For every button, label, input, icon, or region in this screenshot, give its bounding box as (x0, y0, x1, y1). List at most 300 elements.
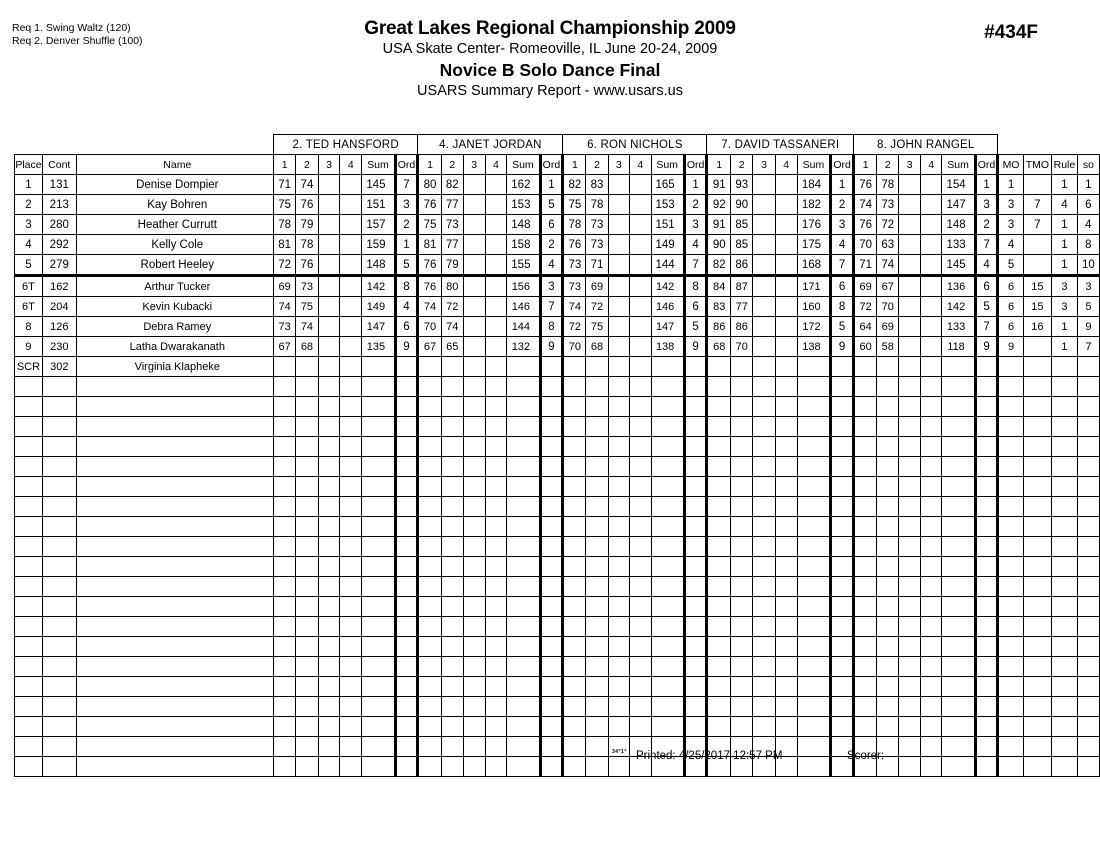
cell-judge2-ord: 9 (540, 337, 563, 357)
cell-score-empty (463, 757, 485, 777)
cell-score-empty (753, 497, 775, 517)
cell-place-empty (15, 497, 43, 517)
cell-score-empty (854, 477, 877, 497)
cell-score-empty (563, 697, 586, 717)
cell-cont: 280 (42, 215, 76, 235)
cell-score-empty (563, 417, 586, 437)
header-judge4-score2: 2 (730, 155, 753, 175)
cell-name-empty (76, 557, 273, 577)
cell-score-empty (418, 597, 441, 617)
cell-ord-empty (975, 597, 998, 617)
cell-sum-empty (797, 637, 831, 657)
requirement-2: Req 2. Denver Shuffle (100) (12, 35, 143, 47)
table-row[interactable] (15, 276, 1100, 297)
cell-judge4-sum: 182 (797, 195, 831, 215)
cell-judge4-score3 (753, 235, 775, 255)
table-row-empty[interactable] (15, 697, 1100, 717)
cell-score-empty (441, 697, 463, 717)
cell-ord-empty (540, 717, 563, 737)
cell-score-empty (899, 757, 921, 777)
cell-judge3-score2: 72 (586, 297, 608, 317)
cell-score-empty (441, 457, 463, 477)
table-row-empty[interactable] (15, 437, 1100, 457)
cell-score-empty (463, 517, 485, 537)
cell-ord-empty (975, 737, 998, 757)
cell-ord-empty (831, 457, 854, 477)
cell-tmo-empty (1023, 697, 1051, 717)
cell-name-empty (76, 417, 273, 437)
cell-judge2-score4 (485, 195, 507, 215)
cell-score-empty (441, 517, 463, 537)
cell-place-empty (15, 457, 43, 477)
cell-score-empty (707, 397, 731, 417)
cell-tmo-empty (1023, 557, 1051, 577)
cell-judge5-score2: 58 (877, 337, 899, 357)
cell-score-empty (318, 577, 340, 597)
cell-sum-empty (651, 557, 684, 577)
cell-sum-empty (942, 677, 975, 697)
cell-score-empty (730, 597, 753, 617)
cell-cont-empty (42, 437, 76, 457)
cell-sum-empty (507, 737, 540, 757)
cell-so-empty (1077, 617, 1099, 637)
cell-judge4-score4 (775, 317, 797, 337)
table-row-empty[interactable] (15, 497, 1100, 517)
cell-judge2-score1: 67 (418, 337, 441, 357)
cell-score-empty (920, 617, 942, 637)
cell-judge1-score3 (318, 235, 340, 255)
cell-judge2-score3 (463, 215, 485, 235)
cell-score-empty (753, 397, 775, 417)
cell-mo: 5 (998, 255, 1023, 276)
cell-cont: 162 (42, 276, 76, 297)
cell-sum-empty (942, 397, 975, 417)
cell-score-empty (441, 717, 463, 737)
cell-judge2-sum: 132 (507, 337, 540, 357)
cell-judge3-score3 (608, 357, 629, 377)
table-row-empty[interactable] (15, 757, 1100, 777)
cell-score-empty (630, 457, 651, 477)
cell-rule-empty (1052, 597, 1078, 617)
cell-score-empty (318, 437, 340, 457)
cell-sum-empty (797, 657, 831, 677)
cell-ord-empty (395, 577, 418, 597)
cell-judge5-ord: 7 (975, 235, 998, 255)
cell-score-empty (418, 557, 441, 577)
cell-score-empty (877, 637, 899, 657)
cell-score-empty (608, 517, 629, 537)
cell-sum-empty (362, 497, 395, 517)
cell-sum-empty (507, 417, 540, 437)
cell-score-empty (273, 397, 295, 417)
cell-sum-empty (362, 657, 395, 677)
table-row[interactable] (15, 195, 1100, 215)
table-row-empty[interactable] (15, 537, 1100, 557)
table-row-empty[interactable] (15, 657, 1100, 677)
cell-sum-empty (651, 397, 684, 417)
cell-judge3-score3 (608, 317, 629, 337)
cell-score-empty (630, 617, 651, 637)
cell-judge2-score4 (485, 175, 507, 195)
cell-score-empty (753, 677, 775, 697)
cell-score-empty (563, 477, 586, 497)
cell-score-empty (608, 477, 629, 497)
cell-place-empty (15, 397, 43, 417)
cell-name: Kay Bohren (76, 195, 273, 215)
cell-judge4-score2: 85 (730, 215, 753, 235)
table-row[interactable] (15, 297, 1100, 317)
cell-sum-empty (362, 697, 395, 717)
cell-sum-empty (651, 377, 684, 397)
cell-place-empty (15, 677, 43, 697)
cell-score-empty (730, 657, 753, 677)
cell-tmo-empty (1023, 657, 1051, 677)
cell-judge1-score2: 75 (296, 297, 318, 317)
cell-sum-empty (942, 757, 975, 777)
cell-judge4-ord: 7 (831, 255, 854, 276)
cell-score-empty (753, 457, 775, 477)
cell-score-empty (563, 497, 586, 517)
cell-name-empty (76, 517, 273, 537)
cell-judge1-score4 (340, 357, 362, 377)
cell-cont-empty (42, 677, 76, 697)
cell-rule-empty (1052, 657, 1078, 677)
cell-so: 5 (1077, 297, 1099, 317)
cell-score-empty (273, 477, 295, 497)
cell-ord-empty (540, 597, 563, 617)
cell-judge2-ord: 4 (540, 255, 563, 276)
cell-judge1-sum: 148 (362, 255, 395, 276)
cell-judge5-score1: 70 (854, 235, 877, 255)
cell-score-empty (753, 417, 775, 437)
table-row-empty[interactable] (15, 717, 1100, 737)
cell-ord-empty (975, 577, 998, 597)
cell-rule-empty (1052, 757, 1078, 777)
cell-sum-empty (362, 737, 395, 757)
table-row-empty[interactable] (15, 677, 1100, 697)
cell-score-empty (318, 377, 340, 397)
cell-score-empty (296, 557, 318, 577)
sheet-number: #434F (984, 22, 1038, 43)
cell-ord-empty (395, 497, 418, 517)
cell-so: 6 (1077, 195, 1099, 215)
cell-judge1-score4 (340, 297, 362, 317)
cell-sum-empty (942, 497, 975, 517)
cell-score-empty (463, 377, 485, 397)
cell-score-empty (463, 497, 485, 517)
cell-sum-empty (797, 537, 831, 557)
cell-ord-empty (831, 677, 854, 697)
cell-score-empty (273, 537, 295, 557)
cell-mo-empty (998, 397, 1023, 417)
cell-score-empty (707, 557, 731, 577)
cell-judge2-score1: 76 (418, 276, 441, 297)
cell-score-empty (608, 597, 629, 617)
cell-judge2-score4 (485, 337, 507, 357)
table-row-empty[interactable] (15, 637, 1100, 657)
cell-ord-empty (684, 377, 707, 397)
table-row-empty[interactable] (15, 477, 1100, 497)
cell-judge2-score2: 82 (441, 175, 463, 195)
cell-ord-empty (975, 417, 998, 437)
cell-score-empty (273, 517, 295, 537)
header-judge4-ord: Ord (831, 155, 854, 175)
cell-sum-empty (797, 697, 831, 717)
cell-score-empty (563, 597, 586, 617)
cell-score-empty (608, 617, 629, 637)
cell-judge2-score3 (463, 175, 485, 195)
cell-judge2-sum: 155 (507, 255, 540, 276)
table-row[interactable] (15, 255, 1100, 276)
cell-judge1-score4 (340, 337, 362, 357)
cell-mo-empty (998, 517, 1023, 537)
cell-judge5-score1: 60 (854, 337, 877, 357)
cell-score-empty (563, 577, 586, 597)
cell-name: Kelly Cole (76, 235, 273, 255)
cell-sum-empty (362, 417, 395, 437)
cell-judge4-ord: 3 (831, 215, 854, 235)
cell-score-empty (608, 657, 629, 677)
cell-score-empty (563, 457, 586, 477)
table-row[interactable] (15, 215, 1100, 235)
cell-judge2-ord: 6 (540, 215, 563, 235)
cell-score-empty (899, 437, 921, 457)
cell-judge4-ord: 2 (831, 195, 854, 215)
cell-ord-empty (540, 377, 563, 397)
cell-mo-empty (998, 637, 1023, 657)
cell-rule: 3 (1052, 276, 1078, 297)
cell-judge5-score1: 76 (854, 175, 877, 195)
cell-score-empty (753, 477, 775, 497)
cell-score-empty (707, 417, 731, 437)
cell-tmo-empty (1023, 677, 1051, 697)
cell-so: 10 (1077, 255, 1099, 276)
cell-score-empty (273, 637, 295, 657)
cell-sum-empty (651, 417, 684, 437)
cell-tmo-empty (1023, 417, 1051, 437)
cell-judge4-score3 (753, 255, 775, 276)
table-row-empty[interactable] (15, 517, 1100, 537)
cell-judge3-score4 (630, 195, 651, 215)
cell-ord-empty (540, 677, 563, 697)
cell-name: Arthur Tucker (76, 276, 273, 297)
cell-tmo-empty (1023, 637, 1051, 657)
cell-score-empty (899, 637, 921, 657)
cell-so-empty (1077, 677, 1099, 697)
cell-judge4-score2: 70 (730, 337, 753, 357)
cell-tmo-empty (1023, 597, 1051, 617)
header-judge5-score2: 2 (877, 155, 899, 175)
cell-judge1-score2: 74 (296, 175, 318, 195)
table-row[interactable] (15, 235, 1100, 255)
cell-ord-empty (684, 437, 707, 457)
judge-band-row (15, 135, 1100, 155)
cell-score-empty (854, 617, 877, 637)
cell-judge1-score1: 78 (273, 215, 295, 235)
cell-name-empty (76, 497, 273, 517)
cell-score-empty (630, 397, 651, 417)
cell-score-empty (707, 537, 731, 557)
cell-score-empty (753, 717, 775, 737)
cell-judge2-score4 (485, 235, 507, 255)
cell-ord-empty (831, 577, 854, 597)
cell-ord-empty (540, 737, 563, 757)
cell-score-empty (485, 537, 507, 557)
cell-score-empty (854, 657, 877, 677)
cell-sum-empty (797, 377, 831, 397)
cell-judge3-ord: 5 (684, 317, 707, 337)
cell-judge5-score2: 63 (877, 235, 899, 255)
cell-judge1-score4 (340, 215, 362, 235)
cell-judge2-sum: 144 (507, 317, 540, 337)
cell-judge3-ord: 6 (684, 297, 707, 317)
cell-sum-empty (507, 717, 540, 737)
cell-score-empty (485, 697, 507, 717)
cell-sum-empty (507, 637, 540, 657)
cell-mo (998, 357, 1023, 377)
cell-cont-empty (42, 657, 76, 677)
cell-judge5-score3 (899, 276, 921, 297)
cell-judge3-ord: 2 (684, 195, 707, 215)
cell-judge3-score3 (608, 297, 629, 317)
cell-ord-empty (975, 677, 998, 697)
cell-cont: 302 (42, 357, 76, 377)
cell-mo-empty (998, 497, 1023, 517)
cell-score-empty (707, 457, 731, 477)
header-judge1-score4: 4 (340, 155, 362, 175)
table-row[interactable] (15, 357, 1100, 377)
cell-judge3-score2 (586, 357, 608, 377)
cell-sum-empty (362, 637, 395, 657)
cell-rule-empty (1052, 577, 1078, 597)
cell-score-empty (707, 517, 731, 537)
cell-sum-empty (942, 557, 975, 577)
cell-tmo-empty (1023, 717, 1051, 737)
cell-judge3-sum: 153 (651, 195, 684, 215)
cell-judge5-score1: 71 (854, 255, 877, 276)
cell-ord-empty (684, 497, 707, 517)
cell-score-empty (340, 397, 362, 417)
cell-score-empty (899, 557, 921, 577)
cell-judge1-score3 (318, 175, 340, 195)
table-row-empty[interactable] (15, 377, 1100, 397)
cell-judge1-score3 (318, 255, 340, 276)
cell-score-empty (920, 497, 942, 517)
cell-judge4-score2: 87 (730, 276, 753, 297)
cell-judge5-ord: 2 (975, 215, 998, 235)
cell-judge3-score1: 70 (563, 337, 586, 357)
cell-judge4-sum: 184 (797, 175, 831, 195)
table-row-empty[interactable] (15, 417, 1100, 437)
cell-ord-empty (975, 477, 998, 497)
cell-tmo-empty (1023, 517, 1051, 537)
cell-judge2-sum: 146 (507, 297, 540, 317)
cell-place-empty (15, 417, 43, 437)
table-row-empty[interactable] (15, 617, 1100, 637)
cell-judge2-score4 (485, 297, 507, 317)
cell-score-empty (899, 737, 921, 757)
cell-ord-empty (975, 457, 998, 477)
header-judge1-sum: Sum (362, 155, 395, 175)
cell-score-empty (318, 677, 340, 697)
cell-so: 1 (1077, 175, 1099, 195)
cell-judge2-score4 (485, 255, 507, 276)
cell-score-empty (441, 637, 463, 657)
cell-ord-empty (395, 757, 418, 777)
cell-score-empty (775, 677, 797, 697)
cell-score-empty (485, 737, 507, 757)
cell-score-empty (608, 677, 629, 697)
cell-score-empty (296, 757, 318, 777)
cell-judge2-score1: 74 (418, 297, 441, 317)
cell-score-empty (485, 637, 507, 657)
cell-judge5-ord: 9 (975, 337, 998, 357)
cell-so (1077, 357, 1099, 377)
table-row[interactable] (15, 337, 1100, 357)
cell-cont-empty (42, 757, 76, 777)
cell-judge3-sum: 147 (651, 317, 684, 337)
cell-score-empty (485, 717, 507, 737)
cell-judge3-score1: 75 (563, 195, 586, 215)
cell-ord-empty (395, 397, 418, 417)
cell-score-empty (318, 457, 340, 477)
cell-name-empty (76, 697, 273, 717)
cell-mo: 3 (998, 215, 1023, 235)
cell-judge5-score2: 78 (877, 175, 899, 195)
cell-judge2-score2: 73 (441, 215, 463, 235)
cell-judge2-score1: 76 (418, 255, 441, 276)
cell-score-empty (418, 737, 441, 757)
cell-rule-empty (1052, 517, 1078, 537)
cell-score-empty (707, 657, 731, 677)
cell-ord-empty (540, 397, 563, 417)
cell-place: 3 (15, 215, 43, 235)
cell-score-empty (318, 537, 340, 557)
table-row[interactable] (15, 175, 1100, 195)
table-row-empty[interactable] (15, 457, 1100, 477)
cell-ord-empty (395, 557, 418, 577)
table-row[interactable] (15, 317, 1100, 337)
cell-place: 5 (15, 255, 43, 276)
table-row-empty[interactable] (15, 597, 1100, 617)
header-judge5-sum: Sum (942, 155, 975, 175)
cell-ord-empty (540, 557, 563, 577)
cell-judge5-score1: 76 (854, 215, 877, 235)
cell-judge2-score2: 74 (441, 317, 463, 337)
cell-tmo (1023, 175, 1051, 195)
cell-score-empty (586, 577, 608, 597)
table-row-empty[interactable] (15, 557, 1100, 577)
cell-score-empty (753, 437, 775, 457)
cell-sum-empty (942, 597, 975, 617)
table-row-empty[interactable] (15, 397, 1100, 417)
cell-tmo-empty (1023, 437, 1051, 457)
cell-judge4-score1: 68 (707, 337, 731, 357)
cell-score-empty (340, 597, 362, 617)
cell-mo-empty (998, 737, 1023, 757)
cell-score-empty (441, 397, 463, 417)
cell-score-empty (586, 437, 608, 457)
table-row-empty[interactable] (15, 577, 1100, 597)
cell-score-empty (318, 617, 340, 637)
column-header-row (15, 155, 1100, 175)
cell-judge5-score1 (854, 357, 877, 377)
table-row-empty[interactable] (15, 737, 1100, 757)
cell-tmo (1023, 337, 1051, 357)
cell-score-empty (485, 757, 507, 777)
cell-ord-empty (975, 617, 998, 637)
cell-sum-empty (362, 437, 395, 457)
